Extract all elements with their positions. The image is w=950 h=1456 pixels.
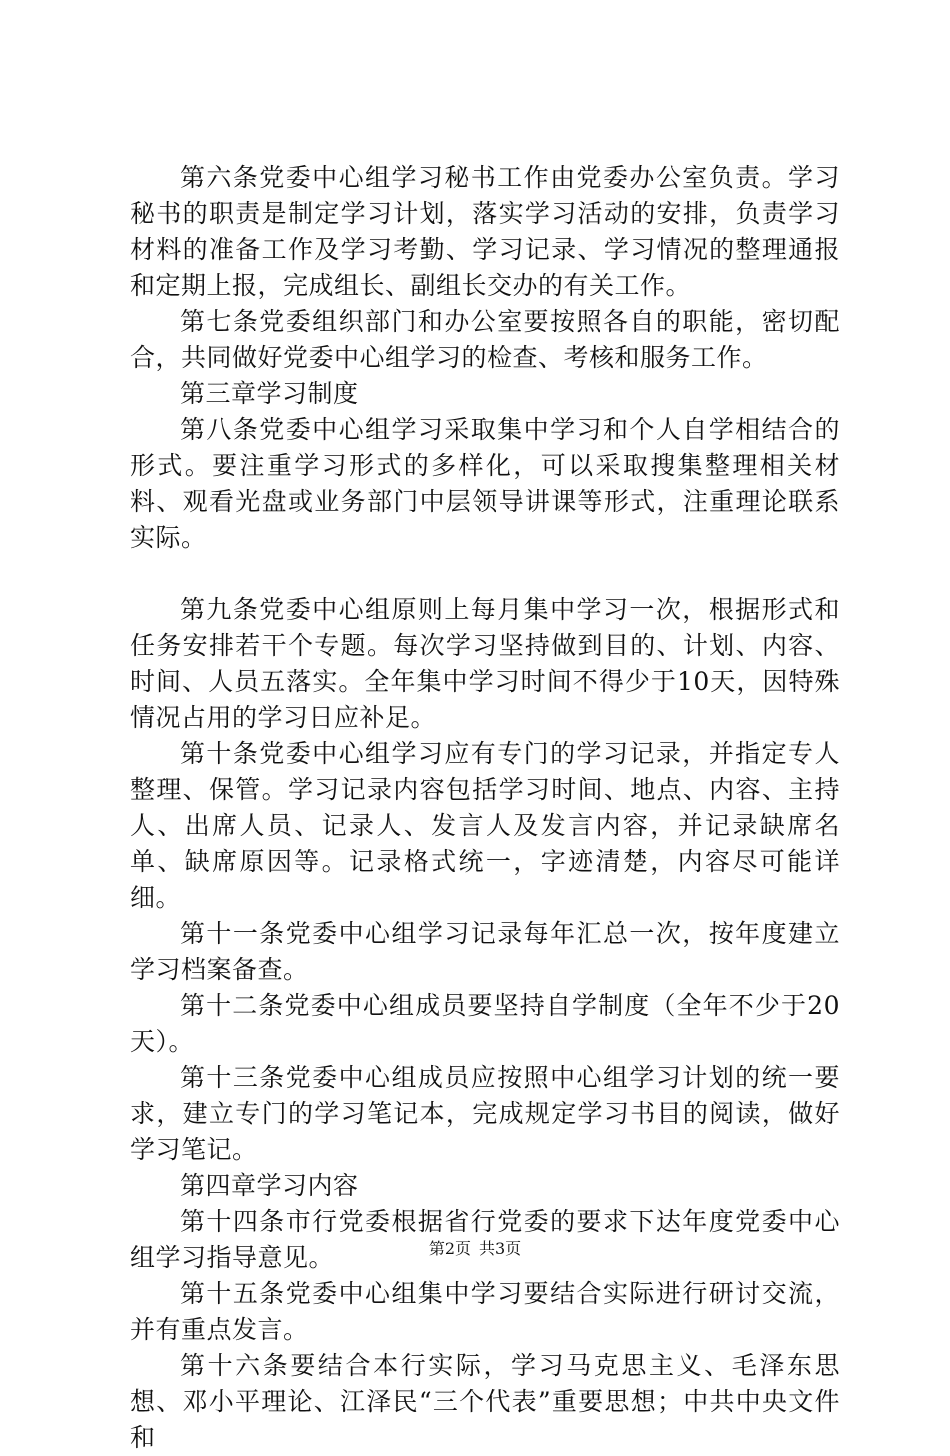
article-14-paragraph: 第十四条市行党委根据省行党委的要求下达年度党委中心组学习指导意见。 [130, 1207, 840, 1272]
article-6-paragraph: 第六条党委中心组学习秘书工作由党委办公室负责。学习秘书的职责是制定学习计划，落实学习活动的安排，负责学习材料的准备工作及学习考勤、学习记录、学习情况的整理通报和定期上报，完成组长、副组长交办的有关工作。 [130, 163, 840, 300]
chapter-3-heading: 第三章学习制度 [180, 379, 359, 408]
page-total: 共3页 [479, 1239, 522, 1258]
article-7-paragraph: 第七条党委组织部门和办公室要按照各自的职能，密切配合，共同做好党委中心组学习的检查、考核和服务工作。 [130, 307, 840, 372]
article-13-paragraph: 第十三条党委中心组成员应按照中心组学习计划的统一要求，建立专门的学习笔记本，完成规定学习书目的阅读，做好学习笔记。 [130, 1063, 840, 1164]
page-footer [0, 1238, 950, 1260]
page-number: 第2页 [428, 1239, 471, 1258]
article-12-paragraph: 第十二条党委中心组成员要坚持自学制度（全年不少于20天）。 [130, 991, 840, 1056]
article-11-paragraph: 第十一条党委中心组学习记录每年汇总一次，按年度建立学习档案备查。 [130, 919, 840, 984]
article-10-paragraph: 第十条党委中心组学习应有专门的学习记录，并指定专人整理、保管。学习记录内容包括学习时间、地点、内容、主持人、出席人员、记录人、发言人及发言内容，并记录缺席名单、缺席原因等。记录格式统一，字迹清楚，内容尽可能详细。 [130, 739, 840, 912]
article-16-paragraph: 第十六条要结合本行实际，学习马克思主义、毛泽东思想、邓小平理论、江泽民“三个代表”重要思想；中共中央文件和 [130, 1351, 840, 1452]
article-9-paragraph: 第九条党委中心组原则上每月集中学习一次，根据形式和任务安排若干个专题。每次学习坚持做到目的、计划、内容、时间、人员五落实。全年集中学习时间不得少于10天，因特殊情况占用的学习日应补足。 [130, 595, 840, 732]
document-body [130, 160, 840, 1456]
paragraph-spacer [130, 556, 840, 592]
article-15-paragraph: 第十五条党委中心组集中学习要结合实际进行研讨交流，并有重点发言。 [130, 1279, 840, 1344]
article-8-paragraph: 第八条党委中心组学习采取集中学习和个人自学相结合的形式。要注重学习形式的多样化，可以采取搜集整理相关材料、观看光盘或业务部门中层领导讲课等形式，注重理论联系实际。 [130, 415, 840, 552]
chapter-4-heading: 第四章学习内容 [180, 1171, 359, 1200]
